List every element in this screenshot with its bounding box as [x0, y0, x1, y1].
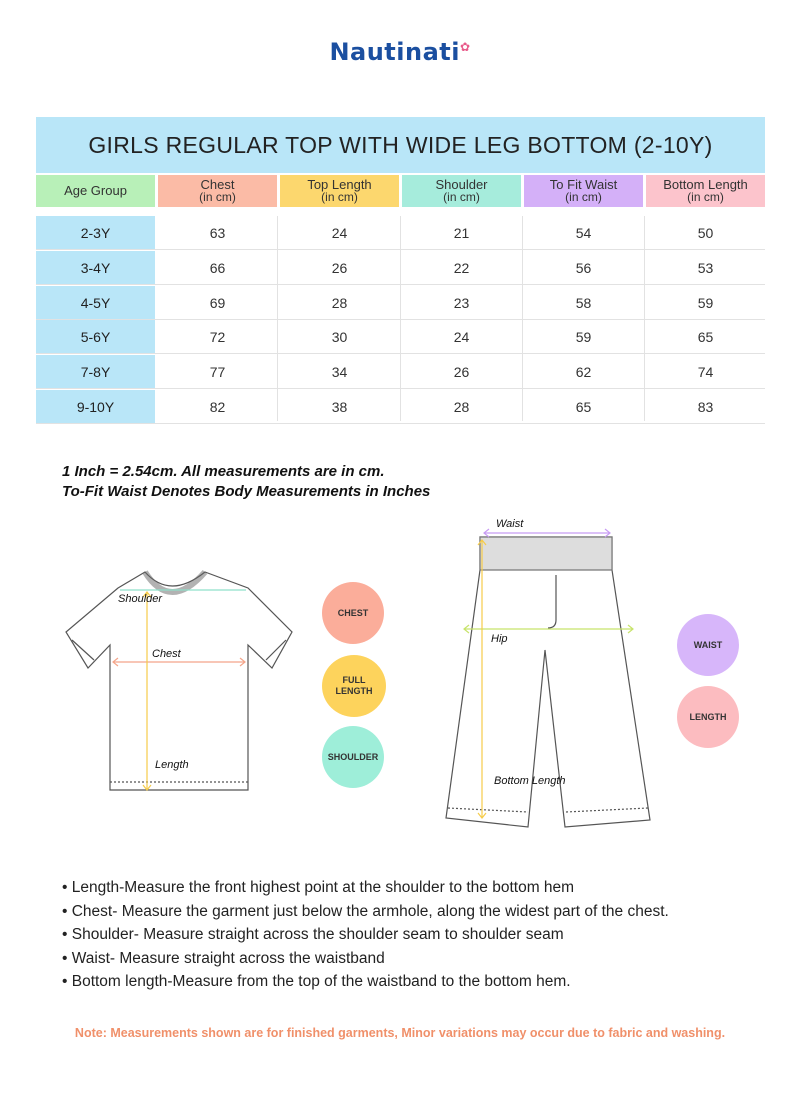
- header-unit: (in cm): [321, 190, 358, 204]
- chest-cell: 66: [209, 259, 226, 276]
- top-length-cell: 38: [331, 398, 348, 415]
- header-label: Shoulder: [435, 177, 488, 192]
- list-item: • Length-Measure the front highest point at the shoulder to the bottom hem: [62, 879, 575, 896]
- chest-cell: 77: [209, 363, 226, 380]
- waist-label: Waist: [496, 518, 524, 530]
- shoulder-cell: 22: [453, 259, 470, 276]
- age-cell: 4-5Y: [36, 286, 155, 319]
- bottom-length-cell: 83: [697, 398, 714, 415]
- bottom-length-cell: 53: [697, 259, 714, 276]
- bottom-length-cell: 65: [697, 328, 714, 345]
- chest-label: Chest: [152, 648, 181, 660]
- shoulder-label: Shoulder: [118, 593, 163, 605]
- instruction-text: Bottom length-Measure from the top of the waistband to the bottom hem.: [71, 973, 571, 990]
- bottom-length-cell: 50: [697, 224, 714, 241]
- chest-cell: 82: [209, 398, 226, 415]
- top-length-cell: 34: [331, 363, 348, 380]
- age-cell: 2-3Y: [36, 216, 155, 249]
- paw-icon: ✿: [459, 40, 471, 54]
- age-cell: 7-8Y: [36, 355, 155, 388]
- list-item: • Waist- Measure straight across the waistband: [62, 949, 385, 967]
- footer-note: Note: Measurements shown are for finished garments, Minor variations may occur due to fabric and washing.: [74, 1026, 726, 1040]
- measurement-instructions: [62, 876, 782, 994]
- header-unit: (in cm): [565, 190, 602, 204]
- waist-cell: 58: [575, 294, 592, 311]
- hip-label: Hip: [491, 633, 508, 645]
- top-length-cell: 28: [331, 294, 348, 311]
- header-label: Age Group: [64, 183, 127, 198]
- legend-shoulder: SHOULDER: [322, 726, 384, 788]
- age-cell: 3-4Y: [36, 251, 155, 284]
- list-item: • Chest- Measure the garment just below the armhole, along the widest part of the chest.: [62, 902, 669, 920]
- legend-length: LENGTH: [677, 686, 739, 748]
- top-length-cell: 24: [331, 224, 348, 241]
- age-cell: 9-10Y: [36, 390, 155, 423]
- length-label: Length: [155, 759, 189, 771]
- shoulder-cell: 23: [453, 294, 470, 311]
- waist-cell: 54: [575, 224, 592, 241]
- chest-cell: 69: [209, 294, 226, 311]
- chest-cell: 72: [209, 328, 226, 345]
- instruction-text: Length-Measure the front highest point at the shoulder to the bottom hem: [71, 879, 575, 896]
- unit-note: 1 Inch = 2.54cm. All measurements are in cm.: [62, 463, 385, 480]
- header-label: To Fit Waist: [549, 177, 618, 192]
- header-label: Top Length: [307, 177, 372, 192]
- legend-waist: WAIST: [677, 614, 739, 676]
- header-unit: (in cm): [687, 190, 724, 204]
- waist-cell: 59: [575, 328, 592, 345]
- header-unit: (in cm): [199, 190, 236, 204]
- header-label: Chest: [200, 177, 235, 192]
- top-length-cell: 26: [331, 259, 348, 276]
- waist-cell: 65: [575, 398, 592, 415]
- bottom-length-cell: 74: [697, 363, 714, 380]
- instruction-text: Shoulder- Measure straight across the shoulder seam to shoulder seam: [71, 926, 564, 943]
- shoulder-cell: 28: [453, 398, 470, 415]
- header-unit: (in cm): [443, 190, 480, 204]
- waist-note: To-Fit Waist Denotes Body Measurements in Inches: [62, 483, 431, 500]
- list-item: • Bottom length-Measure from the top of the waistband to the bottom hem.: [62, 973, 571, 990]
- list-item: • Shoulder- Measure straight across the shoulder seam to shoulder seam: [62, 926, 564, 943]
- waist-cell: 62: [575, 363, 592, 380]
- brand-logo-text: Nautinati: [329, 38, 460, 66]
- bottom-length-cell: 59: [697, 294, 714, 311]
- instruction-text: Chest- Measure the garment just below the armhole, along the widest part of the chest.: [71, 902, 669, 920]
- legend-full-length: FULL LENGTH: [322, 655, 386, 717]
- shoulder-cell: 24: [453, 328, 470, 345]
- bottom-length-label: Bottom Length: [494, 775, 566, 787]
- instruction-text: Waist- Measure straight across the waistband: [71, 949, 385, 967]
- header-label: Bottom Length: [663, 177, 748, 192]
- shoulder-cell: 26: [453, 363, 470, 380]
- age-cell: 5-6Y: [36, 320, 155, 353]
- top-length-cell: 30: [331, 328, 348, 345]
- waist-cell: 56: [575, 259, 592, 276]
- shoulder-cell: 21: [453, 224, 470, 241]
- chest-cell: 63: [209, 224, 226, 241]
- legend-chest: CHEST: [322, 582, 384, 644]
- chart-title: GIRLS REGULAR TOP WITH WIDE LEG BOTTOM (2-10Y): [36, 117, 765, 173]
